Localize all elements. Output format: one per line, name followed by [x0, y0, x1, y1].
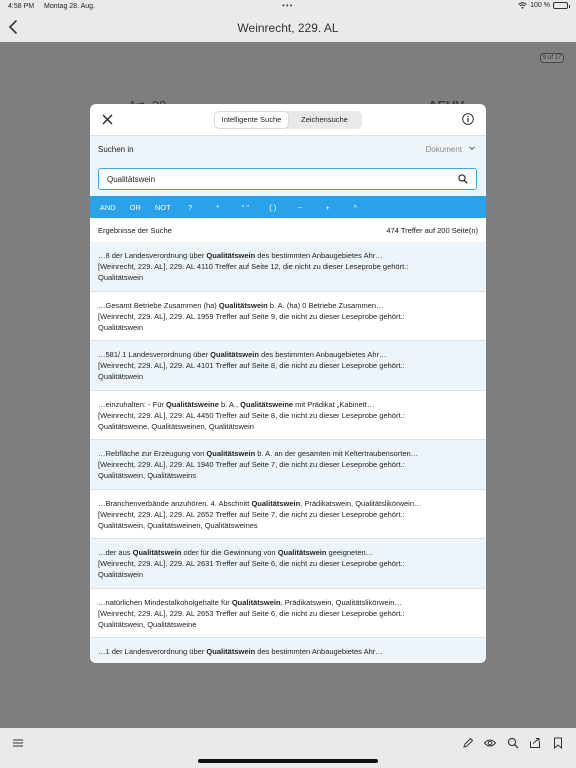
- snippet-text: b. A.,: [218, 399, 241, 409]
- highlighted-term: Qualitätswein: [206, 251, 256, 260]
- result-row[interactable]: [90, 490, 486, 540]
- highlighted-term: Qualitätswein: [218, 300, 268, 310]
- operator-plus[interactable]: +: [325, 202, 330, 212]
- status-right: [518, 2, 568, 9]
- operator-parentheses[interactable]: ( ): [269, 202, 277, 212]
- status-date: Montag 28. Aug.: [44, 3, 95, 10]
- search-icon[interactable]: [507, 737, 519, 749]
- tab-intelligent-search[interactable]: Intelligente Suche: [215, 112, 288, 128]
- snippet-text: mit Prädikat „Kabinett…: [293, 399, 375, 409]
- snippet-text: , Prädikatswein, Qualitätslikörwein…: [280, 597, 402, 607]
- snippet-text: , Prädikatswein, Qualitätslikörwein…: [300, 498, 422, 508]
- result-row[interactable]: [90, 242, 486, 292]
- result-snippet: [98, 547, 478, 558]
- search-in-label: Suchen in: [98, 145, 134, 154]
- result-matches: Qualitätswein, Qualitätsweine: [98, 619, 197, 629]
- search-icon[interactable]: [458, 174, 468, 184]
- search-modal: [90, 104, 486, 663]
- result-row[interactable]: [90, 341, 486, 391]
- result-matches: Qualitätswein, Qualitätsweinen, Qualitätsweines: [98, 520, 258, 530]
- snippet-text: …8 der Landesverordnung über: [98, 251, 207, 260]
- highlighted-term: Qualitätsweine: [165, 399, 219, 409]
- result-source: [Weinrecht, 229. AL], 229. AL 4110 Treffer auf Seite 12, die nicht zu dieser Leseprobe gehört.:: [98, 262, 409, 271]
- home-indicator: [198, 759, 378, 763]
- operator-caret[interactable]: ^: [353, 202, 358, 212]
- nav-bar: [0, 14, 576, 42]
- result-source: [Weinrecht, 229. AL], 229. AL 2653 Treffer auf Seite 6, die nicht zu dieser Leseprobe gehört.:: [98, 608, 405, 618]
- result-row[interactable]: [90, 292, 486, 342]
- operator-and[interactable]: AND: [99, 202, 116, 212]
- result-source: [Weinrecht, 229. AL], 229. AL 2652 Treffer auf Seite 7, die nicht zu dieser Leseprobe gehört.:: [98, 509, 405, 519]
- operator-tilde[interactable]: ~: [298, 202, 303, 212]
- highlighted-term: Qualitätswein: [206, 647, 256, 656]
- result-row[interactable]: [90, 589, 486, 639]
- result-snippet: [98, 646, 478, 657]
- page-indicator-badge: 9 of 17: [540, 53, 564, 63]
- results-list: [90, 242, 486, 663]
- pencil-icon[interactable]: [462, 737, 474, 749]
- close-icon[interactable]: [102, 114, 113, 125]
- snippet-text: …natürlichen Mindestalkoholgehalte für: [98, 597, 232, 607]
- snippet-text: des bestimmten Anbaugebietes Ahr…: [258, 350, 387, 359]
- result-matches: Qualitätswein: [98, 372, 144, 381]
- result-row[interactable]: [90, 440, 486, 490]
- operator-question[interactable]: ?: [188, 202, 193, 212]
- search-input[interactable]: [107, 175, 437, 184]
- search-in-value: Dokument: [425, 145, 462, 154]
- snippet-text: …Gesamt Betriebe Zusammen (ha): [98, 300, 219, 310]
- highlighted-term: Qualitätswein: [231, 597, 281, 607]
- result-row[interactable]: [90, 391, 486, 441]
- snippet-text: geeigneten…: [326, 548, 374, 557]
- bookmark-icon[interactable]: [552, 737, 564, 749]
- snippet-text: b. A. an der gesamten mit Keltertraubensorten…: [255, 449, 419, 458]
- result-matches: Qualitätsweine, Qualitätsweinen, Qualitätswein: [98, 421, 254, 431]
- result-snippet: [98, 349, 478, 360]
- multitask-dots-icon[interactable]: •••: [282, 1, 294, 10]
- results-label: Ergebnisse der Suche: [98, 226, 172, 235]
- snippet-text: …der aus: [98, 548, 133, 557]
- result-snippet: [98, 448, 478, 459]
- highlighted-term: Qualitätswein: [251, 498, 301, 508]
- results-header: [90, 218, 486, 242]
- results-count: 474 Treffer auf 200 Seite(n): [386, 226, 478, 235]
- result-snippet: [98, 300, 478, 311]
- result-snippet: [98, 250, 478, 261]
- battery-label: 100 %: [530, 2, 550, 9]
- search-mode-segmented-control: [214, 111, 362, 129]
- eye-icon[interactable]: [484, 737, 496, 749]
- snippet-text: des bestimmten Anbaugebietes Ahr…: [255, 251, 383, 260]
- battery-icon: [553, 2, 568, 9]
- snippet-text: …581/ 1 Landesverordnung über: [98, 350, 211, 359]
- status-bar: [0, 0, 576, 14]
- info-icon[interactable]: [462, 113, 474, 125]
- operator-bar: [90, 196, 486, 218]
- result-source: [Weinrecht, 229. AL], 229. AL 2631 Treffer auf Seite 6, die nicht zu dieser Leseprobe gehört.:: [98, 559, 405, 568]
- wifi-icon: [518, 2, 527, 9]
- tab-character-search[interactable]: Zeichensuche: [301, 115, 348, 124]
- highlighted-term: Qualitätsweine: [240, 399, 294, 409]
- snippet-text: …einzuhalten: - Für: [98, 399, 166, 409]
- snippet-text: des bestimmten Anbaugebietes Ahr…: [255, 647, 383, 656]
- share-icon[interactable]: [529, 737, 541, 749]
- nav-title: Weinrecht, 229. AL: [237, 21, 339, 35]
- result-source: [Weinrecht, 229. AL], 229. AL 1959 Treffer auf Seite 9, die nicht zu dieser Leseprobe gehört.:: [98, 311, 405, 321]
- search-field-container: [90, 162, 486, 196]
- operator-quotes[interactable]: " ": [241, 202, 249, 212]
- highlighted-term: Qualitätswein: [132, 548, 182, 557]
- result-row[interactable]: [90, 539, 486, 589]
- result-row[interactable]: [90, 638, 486, 663]
- operator-or[interactable]: OR: [129, 202, 141, 212]
- snippet-text: oder für die Gewinnung von: [181, 548, 278, 557]
- result-matches: Qualitätswein, Qualitätsweins: [98, 471, 196, 480]
- highlighted-term: Qualitätswein: [277, 548, 327, 557]
- operator-asterisk[interactable]: *: [216, 202, 220, 212]
- modal-header: [90, 104, 486, 136]
- snippet-text: …1 der Landesverordnung über: [98, 647, 207, 656]
- search-in-selector[interactable]: [90, 136, 486, 162]
- result-snippet: [98, 597, 478, 608]
- result-matches: Qualitätswein: [98, 570, 144, 579]
- result-snippet: [98, 399, 478, 410]
- result-matches: Qualitätswein: [98, 322, 144, 332]
- status-time: 4:58 PM: [8, 3, 35, 10]
- result-source: [Weinrecht, 229. AL], 229. AL 4450 Treffer auf Seite 8, die nicht zu dieser Leseprobe gehört.:: [98, 410, 405, 420]
- result-matches: Qualitätswein: [98, 273, 144, 282]
- search-box: [98, 168, 477, 190]
- result-snippet: [98, 498, 478, 509]
- snippet-text: …Branchenverbände anzuhören. 4. Abschnitt: [98, 498, 252, 508]
- highlighted-term: Qualitätswein: [210, 350, 259, 359]
- operator-not[interactable]: NOT: [154, 202, 171, 212]
- result-source: [Weinrecht, 229. AL], 229. AL 4101 Treffer auf Seite 8, die nicht zu dieser Leseprobe gehört.:: [98, 361, 405, 370]
- menu-icon[interactable]: [12, 737, 24, 749]
- chevron-down-icon: [468, 144, 476, 152]
- result-source: [Weinrecht, 229. AL], 229. AL 1940 Treffer auf Seite 7, die nicht zu dieser Leseprobe gehört.:: [98, 460, 405, 469]
- highlighted-term: Qualitätswein: [206, 449, 256, 458]
- snippet-text: …Rebfläche zur Erzeugung von: [98, 449, 207, 458]
- snippet-text: b. A. (ha) 0 Betriebe Zusammen…: [267, 300, 384, 310]
